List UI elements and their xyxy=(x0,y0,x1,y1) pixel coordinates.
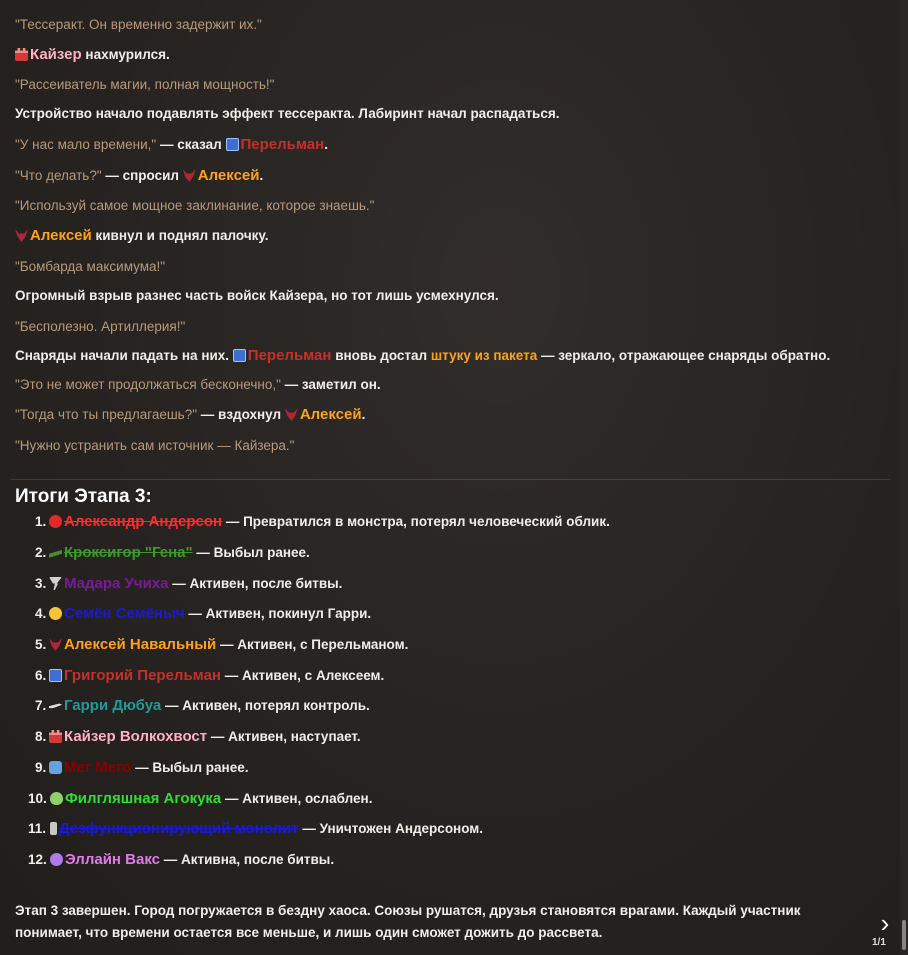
character-status: — Активна, после битвы. xyxy=(159,852,335,867)
quote-text: "Что делать?" xyxy=(15,168,102,183)
line-text: "Рассеиватель магии, полная мощность!" xyxy=(15,77,275,92)
line-text: "Используй самое мощное заклинание, которое знаешь." xyxy=(15,198,375,213)
quote-text: "Это не может продолжаться бесконечно," xyxy=(15,377,281,392)
character-name: Алексей xyxy=(30,227,92,244)
dialogue-line xyxy=(15,137,328,153)
item-number: 9. xyxy=(35,760,47,775)
dialogue-line xyxy=(15,438,294,454)
next-page-button[interactable]: › xyxy=(880,908,890,938)
narration-line xyxy=(15,288,499,304)
character-status: — Активен, наступает. xyxy=(207,729,361,744)
dialogue-line xyxy=(15,319,185,335)
character-name: Филгляшная Агокука xyxy=(65,790,222,807)
narration-line xyxy=(15,106,560,122)
summary-title: Итоги Этапа 3: xyxy=(15,486,152,507)
character-status: — Превратился в монстра, потерял человеческий облик. xyxy=(222,514,610,529)
character-name: Алексей xyxy=(197,167,260,184)
character-status: — Активен, с Перельманом. xyxy=(216,637,409,652)
character-name: Эллайн Вакс xyxy=(65,851,160,868)
section-divider xyxy=(10,479,890,480)
summary-item xyxy=(35,729,361,745)
character-status: — Уничтожен Андерсоном. xyxy=(298,821,484,836)
scrollbar-track[interactable] xyxy=(900,0,908,955)
summary-item xyxy=(35,514,610,530)
summary-item xyxy=(28,821,483,837)
line-text: кивнул и поднял палочку. xyxy=(91,228,269,243)
line-text: Огромный взрыв разнес часть войск Кайзера, но тот лишь усмехнулся. xyxy=(15,288,499,303)
item-highlight: штуку из пакета xyxy=(430,348,538,363)
character-name: Перельман xyxy=(247,347,332,364)
devil-icon xyxy=(49,515,62,528)
smiley-icon xyxy=(49,607,62,620)
character-name: Дезфункционирующий монолит xyxy=(59,820,299,837)
line-text: . xyxy=(324,137,328,152)
dialogue-line xyxy=(15,407,365,423)
character-status: — Активен, после битвы. xyxy=(168,576,343,591)
character-name: Кроксигор "Гена" xyxy=(64,544,193,561)
line-text: — заметил он. xyxy=(280,377,381,392)
tornado-icon xyxy=(49,577,62,590)
line-text: нахмурился. xyxy=(81,47,170,62)
dialogue-line xyxy=(15,377,381,393)
line-text: вновь достал xyxy=(331,348,431,363)
stage-conclusion: Этап 3 завершен. Город погружается в бездну хаоса. Союзы рушатся, друзья становятся врагами. Каждый участник понимает, что времени остается все меньше, и лишь один сможет дожить до рассвета. xyxy=(15,903,801,940)
quote-text: "У нас мало времени," xyxy=(15,137,157,152)
item-number: 1. xyxy=(35,514,47,529)
summary-item xyxy=(35,545,310,561)
line-text: Снаряды начали падать на них. xyxy=(15,348,233,363)
summary-item xyxy=(35,576,342,592)
pattern-icon xyxy=(49,669,62,682)
line-text: "Бесполезно. Артиллерия!" xyxy=(15,319,186,334)
character-status: — Выбыл ранее. xyxy=(131,760,249,775)
character-name: Григорий Перельман xyxy=(64,667,221,684)
narration-line xyxy=(15,348,830,364)
item-number: 7. xyxy=(35,698,47,713)
dialogue-line xyxy=(15,198,374,214)
line-text: — зеркало, отражающее снаряды обратно. xyxy=(537,348,831,363)
line-text: — спросил xyxy=(101,168,183,183)
bull-icon xyxy=(49,638,62,651)
line-text: — вздохнул xyxy=(197,407,285,422)
summary-item xyxy=(35,760,248,776)
page-indicator: 1/1 xyxy=(872,937,886,948)
line-text: — сказал xyxy=(156,137,226,152)
mage-icon xyxy=(49,761,62,774)
character-status: — Выбыл ранее. xyxy=(192,545,310,560)
line-text: "Бомбарда максимума!" xyxy=(15,259,166,274)
monolith-icon xyxy=(50,822,57,835)
alien-icon xyxy=(50,792,63,805)
character-name: Мадара Учиха xyxy=(64,575,169,592)
narration-line xyxy=(15,47,170,63)
castle-icon xyxy=(15,48,28,61)
dialogue-line xyxy=(15,168,263,184)
character-name: Александр Андерсон xyxy=(64,513,223,530)
summary-item xyxy=(28,852,334,868)
character-name: Гарри Дюбуа xyxy=(64,697,162,714)
item-number: 5. xyxy=(35,637,47,652)
narration-line xyxy=(15,228,269,244)
summary-item xyxy=(35,606,371,622)
line-text: "Нужно устранить сам источник — Кайзера." xyxy=(15,438,295,453)
item-number: 10. xyxy=(28,791,47,806)
line-text: "Тессеракт. Он временно задержит их." xyxy=(15,17,262,32)
crystal-ball-icon xyxy=(50,853,63,866)
character-status: — Активен, потерял контроль. xyxy=(161,698,370,713)
character-name: Алексей xyxy=(299,406,362,423)
item-number: 12. xyxy=(28,852,47,867)
character-name: Кайзер xyxy=(30,46,82,63)
bull-icon xyxy=(285,408,298,421)
line-text: Устройство начало подавлять эффект тессеракта. Лабиринт начал распадаться. xyxy=(15,106,560,121)
item-number: 8. xyxy=(35,729,47,744)
dialogue-line xyxy=(15,259,165,275)
character-status: — Активен, покинул Гарри. xyxy=(184,606,372,621)
line-text: . xyxy=(259,168,264,183)
bull-icon xyxy=(183,169,196,182)
character-status: — Активен, с Алексеем. xyxy=(220,668,385,683)
summary-item xyxy=(35,668,384,684)
character-status: — Активен, ослаблен. xyxy=(221,791,373,806)
item-number: 3. xyxy=(35,576,47,591)
summary-item xyxy=(35,698,370,714)
quote-text: "Тогда что ты предлагаешь?" xyxy=(15,407,198,422)
item-number: 6. xyxy=(35,668,47,683)
summary-item xyxy=(28,791,372,807)
character-name: Мег Мего xyxy=(64,759,132,776)
character-name: Кайзер Волкохвост xyxy=(64,728,208,745)
item-number: 11. xyxy=(28,821,47,836)
item-number: 2. xyxy=(35,545,47,560)
line-text: . xyxy=(361,407,366,422)
item-number: 4. xyxy=(35,606,47,621)
dialogue-line xyxy=(15,77,274,93)
summary-item xyxy=(35,637,408,653)
character-name: Алексей Навальный xyxy=(64,636,217,653)
crocodile-icon xyxy=(49,546,62,559)
castle-icon xyxy=(49,730,62,743)
dialogue-line xyxy=(15,17,262,33)
knife-icon xyxy=(49,699,62,712)
scrollbar-thumb[interactable] xyxy=(902,920,906,950)
pattern-icon xyxy=(233,349,246,362)
pattern-icon xyxy=(226,138,239,151)
bull-icon xyxy=(15,229,28,242)
character-name: Семён Семёныч xyxy=(64,605,185,622)
character-name: Перельман xyxy=(240,136,325,153)
